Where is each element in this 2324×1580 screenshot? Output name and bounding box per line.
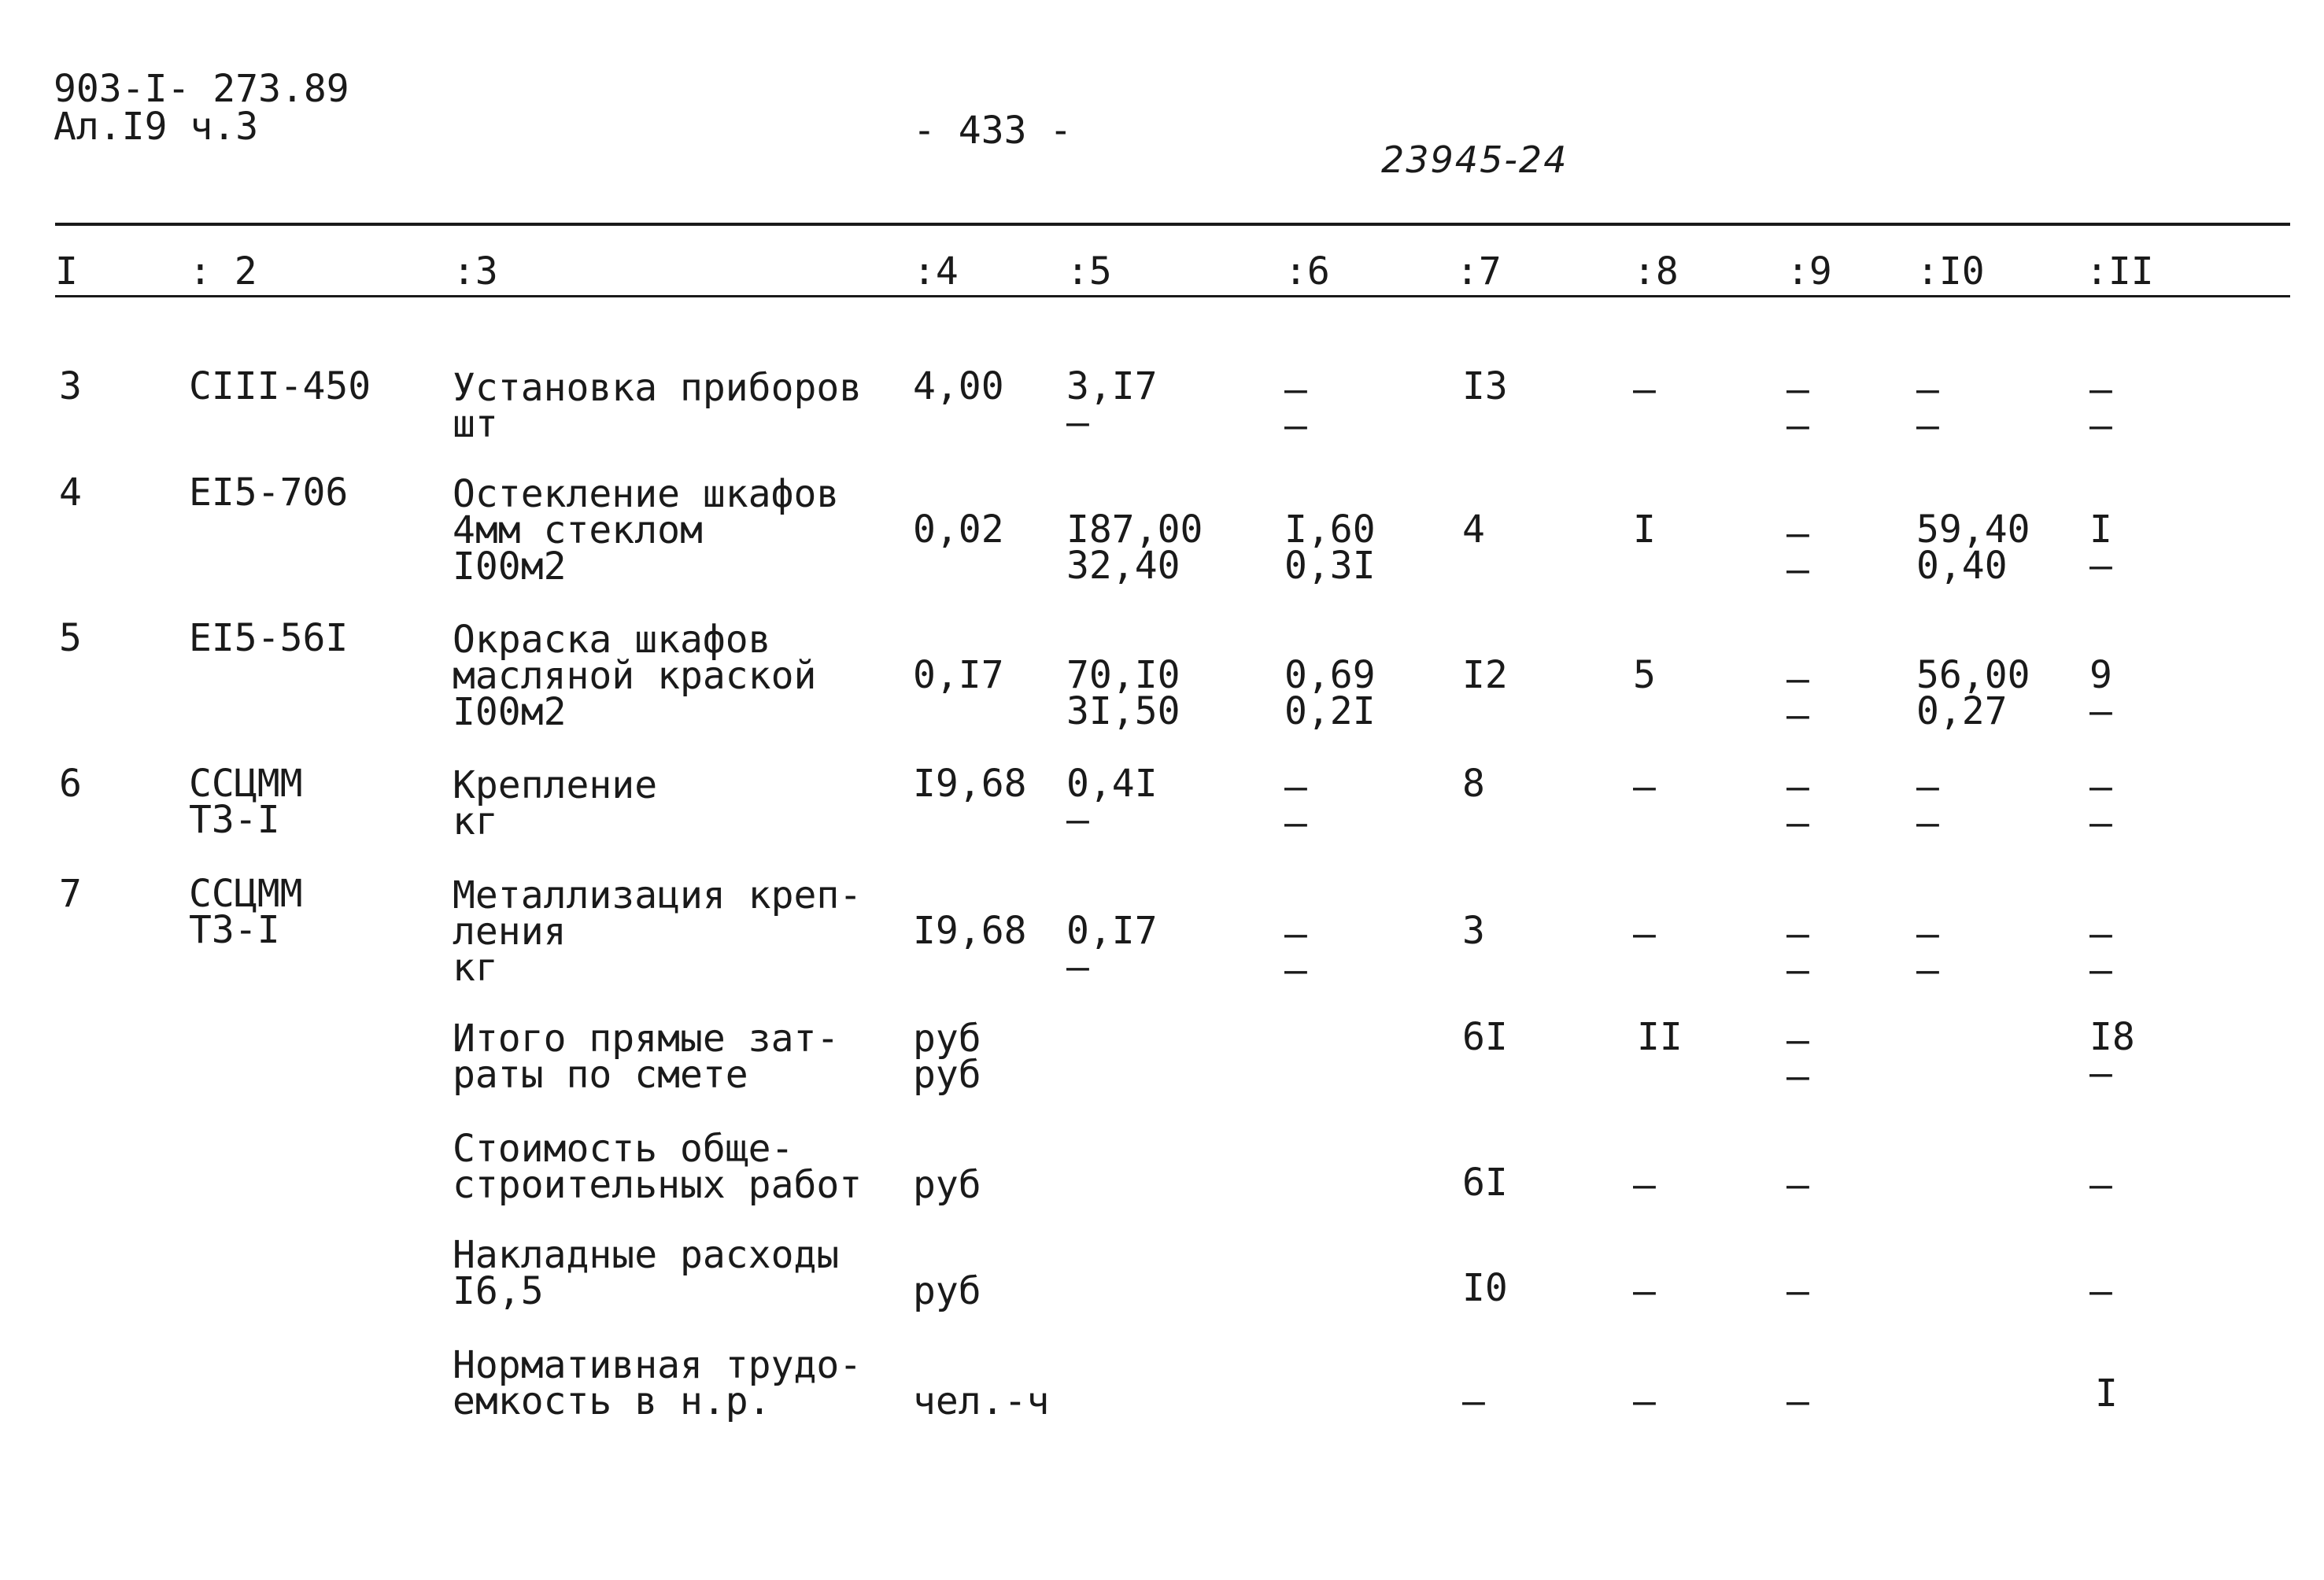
handwritten-code: 23945-24 [1381, 138, 1568, 181]
row-number: 5 [59, 616, 82, 660]
row-col6: – – [1284, 912, 1307, 992]
row-col4: 0,02 [913, 508, 1004, 552]
row-code: CIII-450 [189, 364, 371, 408]
row-col5: I87,00 32,40 [1066, 508, 1203, 588]
row-code: EI5-706 [189, 471, 349, 515]
page-number: - 433 - [913, 109, 1073, 153]
table-top-rule [55, 223, 2290, 226]
row-col5: 0,4I – [1066, 762, 1158, 842]
column-header-6: :6 [1284, 249, 1330, 293]
summary-construction-cost-col11: – [2089, 1163, 2112, 1207]
row-col9: – – [1786, 765, 1809, 845]
row-col8: – [1633, 765, 1656, 809]
row-number: 3 [59, 364, 82, 408]
row-col11: – – [2089, 765, 2112, 845]
row-col7: 8 [1462, 762, 1485, 806]
summary-labor-col11: I [2095, 1371, 2118, 1416]
summary-overhead-label: Накладные расходы I6,5 [453, 1233, 840, 1313]
column-header-2: : 2 [189, 249, 257, 293]
summary-construction-cost-col9: – [1786, 1163, 1809, 1207]
summary-construction-cost-col8: – [1633, 1163, 1656, 1207]
row-col4: 4,00 [913, 364, 1004, 408]
row-col6: – – [1284, 367, 1307, 448]
row-col7: I2 [1462, 653, 1508, 697]
column-header-5: :5 [1066, 249, 1112, 293]
row-code: ССЦММ Т3-I [189, 762, 303, 842]
row-name: Установка приборов шт [453, 366, 863, 446]
column-header-4: :4 [913, 249, 959, 293]
summary-overhead-col7: I0 [1462, 1266, 1508, 1310]
row-col10: 56,00 0,27 [1916, 653, 2030, 733]
row-col10: 59,40 0,40 [1916, 508, 2030, 588]
summary-direct-costs-col11: I8 – [2089, 1015, 2135, 1095]
summary-direct-costs-unit: руб руб [913, 1017, 981, 1097]
row-number: 7 [59, 872, 82, 916]
summary-labor-unit: чел.-ч [913, 1379, 1050, 1423]
row-col11: 9 – [2089, 653, 2112, 733]
row-col5: 70,I0 3I,50 [1066, 653, 1180, 733]
summary-construction-cost-unit: руб [913, 1163, 981, 1207]
column-header-1: I [55, 249, 78, 293]
row-col8: 5 [1633, 653, 1656, 697]
row-col10: – – [1916, 765, 1939, 845]
row-number: 4 [59, 471, 82, 515]
row-name: Окраска шкафов масляной краской I00м2 [453, 618, 817, 734]
row-col4: I9,68 [913, 909, 1027, 953]
document-code: 903-I- 273.89 [54, 67, 349, 111]
row-col11: – – [2089, 367, 2112, 448]
row-col9: – – [1786, 657, 1809, 737]
summary-direct-costs-label: Итого прямые зат- раты по смете [453, 1017, 840, 1097]
row-col8: – [1633, 367, 1656, 412]
table-header-rule [55, 295, 2290, 297]
row-col7: 4 [1462, 508, 1485, 552]
column-header-9: :9 [1786, 249, 1832, 293]
row-col8: I [1633, 508, 1656, 552]
row-col5: 0,I7 – [1066, 909, 1158, 989]
column-header-8: :8 [1633, 249, 1679, 293]
row-col8: – [1633, 912, 1656, 956]
row-col6: 0,69 0,2I [1284, 653, 1376, 733]
row-col9: – – [1786, 511, 1809, 592]
summary-overhead-unit: руб [913, 1269, 981, 1313]
album-reference: Ал.I9 ч.3 [54, 105, 259, 149]
row-col11: I – [2089, 508, 2112, 588]
row-code: ССЦММ Т3-I [189, 872, 303, 952]
row-col9: – – [1786, 367, 1809, 448]
row-col10: – – [1916, 367, 1939, 448]
summary-labor-label: Нормативная трудо- емкость в н.р. [453, 1343, 863, 1423]
row-col6: I,60 0,3I [1284, 508, 1376, 588]
row-number: 6 [59, 762, 82, 806]
row-col4: 0,I7 [913, 653, 1004, 697]
summary-overhead-col11: – [2089, 1269, 2112, 1313]
summary-labor-col7: – [1462, 1379, 1485, 1423]
row-name: Крепление кг [453, 763, 658, 844]
summary-construction-cost-col7: 6I [1462, 1161, 1508, 1205]
summary-overhead-col9: – [1786, 1269, 1809, 1313]
row-col10: – – [1916, 912, 1939, 992]
column-header-11: :II [2086, 249, 2154, 293]
summary-labor-col8: – [1633, 1379, 1656, 1423]
column-header-7: :7 [1456, 249, 1502, 293]
summary-direct-costs-col8: II [1637, 1015, 1683, 1059]
row-col7: I3 [1462, 364, 1508, 408]
summary-direct-costs-col9: – – [1786, 1018, 1809, 1098]
column-header-3: :3 [453, 249, 498, 293]
summary-direct-costs-col7: 6I [1462, 1015, 1508, 1059]
row-col6: – – [1284, 765, 1307, 845]
row-name: Остекление шкафов 4мм стеклом I00м2 [453, 472, 840, 589]
row-col4: I9,68 [913, 762, 1027, 806]
column-header-10: :I0 [1916, 249, 1985, 293]
summary-overhead-col8: – [1633, 1269, 1656, 1313]
row-col7: 3 [1462, 909, 1485, 953]
row-col9: – – [1786, 912, 1809, 992]
row-code: EI5-56I [189, 616, 349, 660]
row-col11: – – [2089, 912, 2112, 992]
row-name: Металлизация креп- ления кг [453, 873, 863, 990]
summary-labor-col9: – [1786, 1379, 1809, 1423]
row-col5: 3,I7 – [1066, 364, 1158, 445]
summary-construction-cost-label: Стоимость обще- строительных работ [453, 1127, 863, 1207]
